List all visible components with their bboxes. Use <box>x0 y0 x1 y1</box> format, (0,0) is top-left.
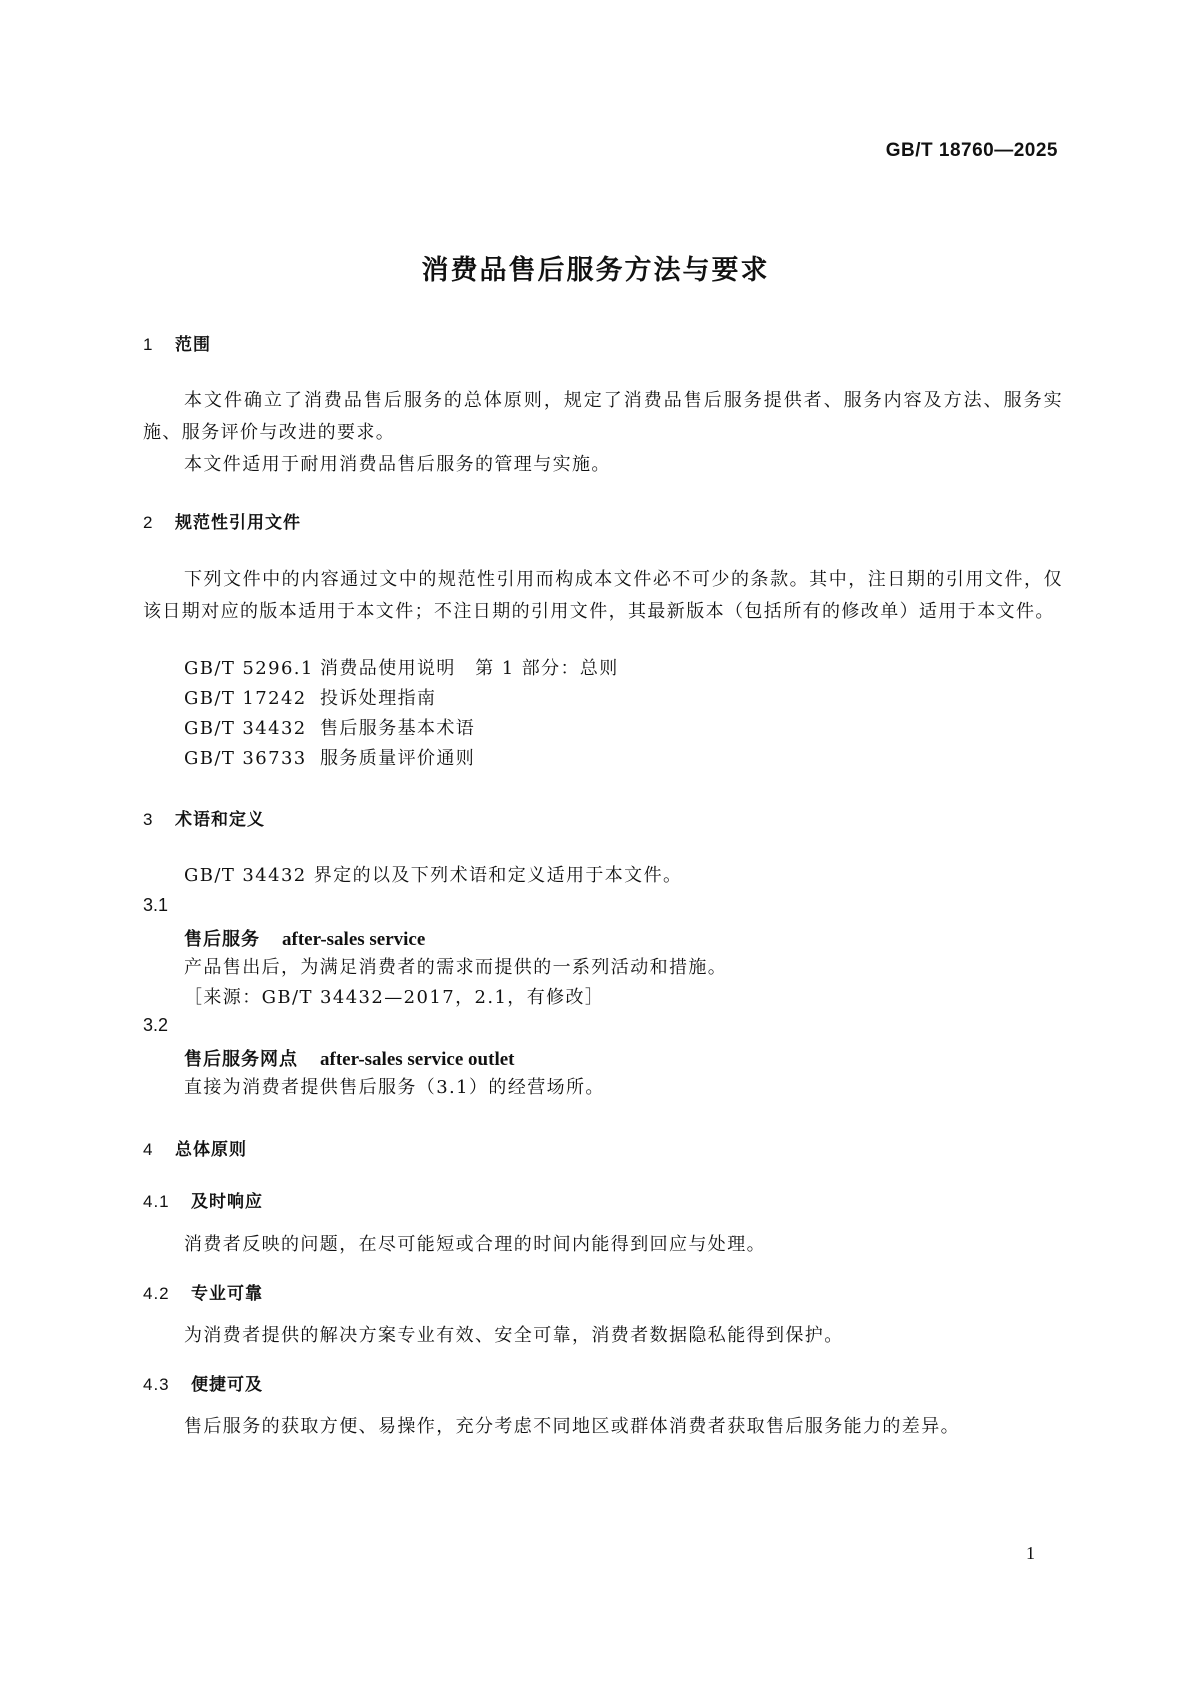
subsection-title: 便捷可及 <box>191 1375 263 1395</box>
term-source: ［来源：GB/T 34432—2017，2.1，有修改］ <box>184 987 605 1008</box>
reference-item <box>184 653 619 685</box>
term-definition: 直接为消费者提供售后服务（3.1）的经营场所。 <box>184 1077 605 1098</box>
normative-references-paragraph: 下列文件中的内容通过文中的规范性引用而构成本文件必不可少的条款。其中，注日期的引用文件，仅该日期对应的版本适用于本文件；不注日期的引用文件，其最新版本（包括所有的修改单）适用于本文件。 <box>143 569 1063 622</box>
page-number: 1 <box>1026 1543 1035 1563</box>
section-number: 4 <box>143 1140 154 1159</box>
section-title: 术语和定义 <box>175 810 265 830</box>
section-3-heading <box>143 805 265 830</box>
section-number: 1 <box>143 335 154 354</box>
document-title: 消费品售后服务方法与要求 <box>421 255 770 286</box>
term-number: 3.1 <box>143 895 169 915</box>
section-1-heading <box>143 330 211 355</box>
term-english: after-sales service <box>282 929 426 950</box>
standard-number: GB/T 18760—2025 <box>885 140 1058 161</box>
reference-code: GB/T 36733 <box>184 748 307 769</box>
scope-paragraph-2: 本文件适用于耐用消费品售后服务的管理与实施。 <box>184 454 611 475</box>
subsection-4-1-heading <box>143 1187 263 1212</box>
reference-item <box>184 743 475 775</box>
term-entry <box>184 925 425 951</box>
subsection-text: 为消费者提供的解决方案专业有效、安全可靠，消费者数据隐私能得到保护。 <box>184 1325 844 1346</box>
subsection-number: 4.1 <box>143 1192 170 1211</box>
section-title: 规范性引用文件 <box>175 513 301 533</box>
reference-code: GB/T 17242 <box>184 688 307 709</box>
subsection-4-2-heading <box>143 1279 263 1304</box>
terms-intro: GB/T 34432 界定的以及下列术语和定义适用于本文件。 <box>184 865 683 886</box>
reference-code: GB/T 5296.1 <box>184 658 314 679</box>
term-english: after-sales service outlet <box>320 1049 515 1070</box>
reference-title: 消费品使用说明 第 1 部分：总则 <box>320 658 619 679</box>
term-chinese: 售后服务 <box>184 929 260 950</box>
subsection-number: 4.3 <box>143 1375 170 1394</box>
section-number: 2 <box>143 513 154 532</box>
section-title: 总体原则 <box>175 1140 247 1160</box>
reference-title: 服务质量评价通则 <box>320 748 476 769</box>
subsection-title: 专业可靠 <box>191 1284 263 1304</box>
reference-title: 投诉处理指南 <box>320 688 437 709</box>
reference-code: GB/T 34432 <box>184 718 307 739</box>
scope-paragraph-1: 本文件确立了消费品售后服务的总体原则，规定了消费品售后服务提供者、服务内容及方法、服务实施、服务评价与改进的要求。 <box>143 390 1063 443</box>
section-title: 范围 <box>175 335 211 355</box>
term-chinese: 售后服务网点 <box>184 1049 298 1070</box>
subsection-4-3-heading <box>143 1370 263 1395</box>
term-definition: 产品售出后，为满足消费者的需求而提供的一系列活动和措施。 <box>184 957 728 978</box>
reference-item <box>184 713 475 745</box>
reference-title: 售后服务基本术语 <box>320 718 476 739</box>
subsection-text: 消费者反映的问题，在尽可能短或合理的时间内能得到回应与处理。 <box>184 1234 766 1255</box>
term-entry <box>184 1045 514 1071</box>
section-2-heading <box>143 508 301 533</box>
subsection-title: 及时响应 <box>191 1192 263 1212</box>
subsection-number: 4.2 <box>143 1284 170 1303</box>
section-4-heading <box>143 1135 247 1160</box>
subsection-text: 售后服务的获取方便、易操作，充分考虑不同地区或群体消费者获取售后服务能力的差异。 <box>184 1416 960 1437</box>
section-number: 3 <box>143 810 154 829</box>
term-number: 3.2 <box>143 1015 169 1035</box>
reference-item <box>184 683 436 715</box>
